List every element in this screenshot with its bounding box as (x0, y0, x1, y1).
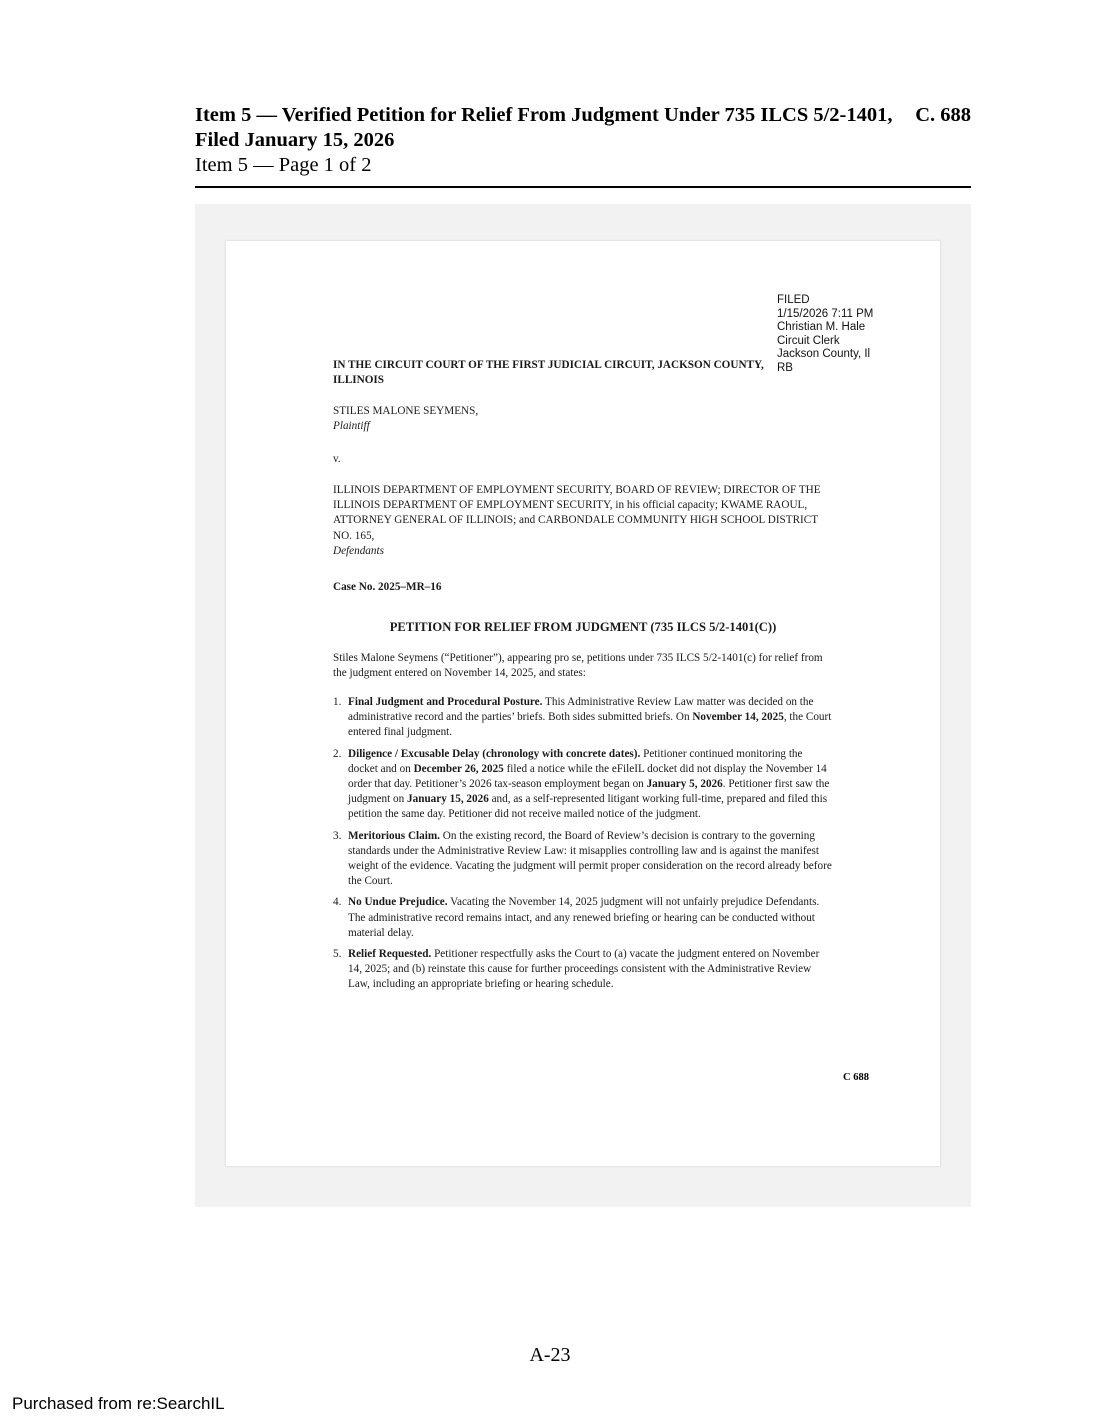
stamp-line: FILED (777, 294, 810, 306)
petition-heading: PETITION FOR RELIEF FROM JUDGMENT (735 ILCS 5/2-1401(C)) (389, 620, 777, 634)
petition-intro: Stiles Malone Seymens (“Petitioner”), appearing pro se, petitions under 735 ILCS 5/2-1401(c) for relief from the judgment entered on November 14, 2025, and states: (333, 652, 823, 680)
paragraph-text: , the Court entered final judgment. (348, 711, 832, 739)
sheet-page-ref: C 688 (843, 1072, 869, 1083)
defendants-block (333, 483, 823, 559)
plaintiff-block (333, 404, 478, 434)
paragraph-text: Petitioner respectfully asks the Court to (a) vacate the judgment entered on November 14, 2025; and (b) reinstate this cause for further proceedings consistent with the Administrative Review Law, including an appropriate briefing or hearing schedule. (348, 948, 820, 991)
paragraph-emphasis: January 15, 2026 (407, 793, 489, 806)
petition-paragraph (333, 695, 833, 741)
paragraph-emphasis: November 14, 2025 (692, 711, 784, 724)
paragraph-text: . Petitioner first saw the judgment on (348, 778, 830, 806)
versus-label: v. (333, 453, 341, 465)
paragraph-number: 5. (333, 948, 342, 961)
stamp-line: Christian M. Hale (777, 321, 866, 334)
item-title: Item 5 — Verified Petition for Relief From Judgment Under 735 ILCS 5/2-1401, Filed January 15, 2026 (195, 104, 893, 151)
paragraph-text: and, as a self-represented litigant working full-time, prepared and filed this petition the same day. Petitioner did not receive mailed notice of the judgment. (348, 793, 828, 821)
paragraph-emphasis: Meritorious Claim. (348, 829, 440, 842)
stamp-line: RB (777, 361, 793, 374)
item-page-indicator: Item 5 — Page 1 of 2 (195, 154, 372, 176)
page-number: A-23 (529, 1344, 571, 1366)
paragraph-text: This Administrative Review Law matter was decided on the administrative record and the parties’ briefs. Both sides submitted briefs. On (348, 696, 814, 724)
scanned-document-sheet (226, 241, 940, 1166)
paragraph-emphasis: January 5, 2026 (646, 778, 723, 791)
stamp-line: Jackson County, Il (777, 348, 871, 361)
paragraph-number: 1. (333, 696, 342, 708)
petition-paragraph (333, 829, 833, 890)
paragraph-number: 2. (333, 747, 342, 760)
petition-paragraph (333, 947, 833, 993)
plaintiff-role: Plaintiff (333, 420, 370, 433)
purchase-note: Purchased from re:SearchIL (12, 1394, 225, 1413)
stamp-line: Circuit Clerk (777, 334, 840, 347)
paragraph-text: On the existing record, the Board of Review’s decision is contrary to the governing standards under the Administrative Review Law: it misapplies controlling law and is against the manifest weight of the evidence. Vacating the judgment will permit proper consideration on the record already before the Court. (348, 829, 832, 888)
paragraph-emphasis: Diligence / Excusable Delay (chronology with concrete dates). (348, 747, 641, 760)
paragraph-emphasis: Relief Requested. (348, 948, 432, 961)
case-number: Case No. 2025–MR–16 (333, 581, 442, 593)
stamp-line: 1/15/2026 7:11 PM (777, 307, 874, 320)
petition-paragraph (333, 895, 833, 941)
defendants-role: Defendants (333, 544, 384, 557)
paragraph-text: Petitioner continued monitoring the docket and on (348, 747, 803, 775)
paragraph-text: filed a notice while the eFileIL docket did not display the November 14 order that day. Petitioner’s 2026 tax-season employment began on (348, 762, 827, 791)
paragraph-emphasis: December 26, 2025 (413, 762, 504, 775)
defendants-names: ILLINOIS DEPARTMENT OF EMPLOYMENT SECURITY, BOARD OF REVIEW; DIRECTOR OF THE ILLINOIS DEPARTMENT OF EMPLOYMENT SECURITY, in his official capacity; KWAME RAOUL, ATTORNEY GENERAL OF ILLINOIS; and CARBONDALE COMMUNITY HIGH SCHOOL DISTRICT NO. 165, (333, 484, 821, 542)
paragraph-emphasis: Final Judgment and Procedural Posture. (348, 696, 543, 708)
paragraph-emphasis: No Undue Prejudice. (348, 896, 448, 909)
paragraph-number: 3. (333, 829, 342, 842)
plaintiff-name: STILES MALONE SEYMENS, (333, 405, 479, 417)
court-caption: IN THE CIRCUIT COURT OF THE FIRST JUDICIAL CIRCUIT, JACKSON COUNTY, ILLINOIS (333, 359, 764, 387)
paragraph-number: 4. (333, 896, 342, 909)
petition-paragraphs (333, 695, 833, 999)
petition-paragraph (333, 747, 833, 823)
paragraph-text: Vacating the November 14, 2025 judgment will not unfairly prejudice Defendants. The administrative record remains intact, and any renewed briefing or hearing can be conducted without material delay. (348, 896, 820, 939)
record-page-ref: C. 688 (915, 104, 971, 126)
header-divider (195, 186, 971, 188)
